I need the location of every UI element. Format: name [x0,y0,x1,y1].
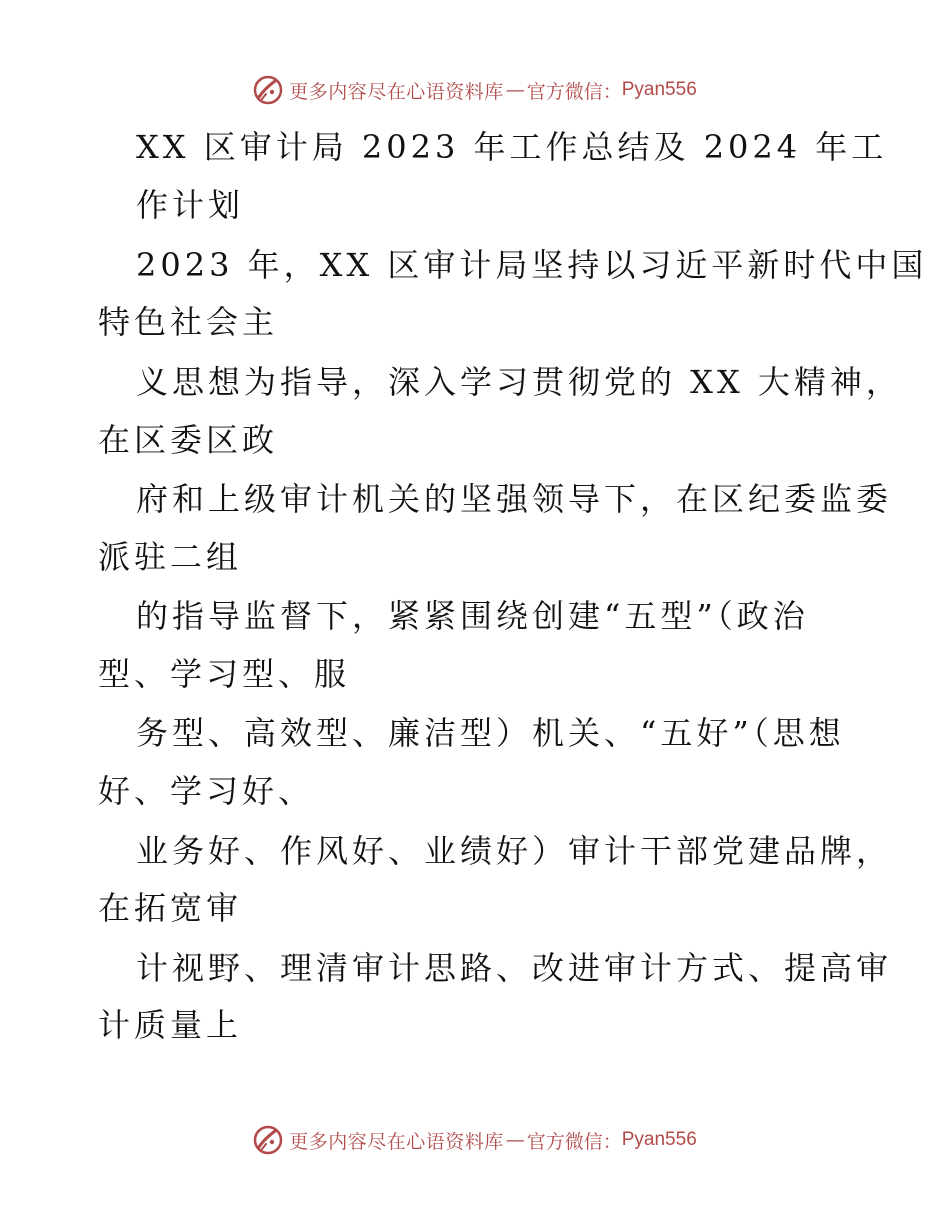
doc-title-line-1: XX 区审计局 2023 年工作总结及 2024 年工 [136,128,888,166]
doc-title-line-2: 作计划 [136,186,245,224]
doc-text-line: 计质量上 [98,1006,243,1044]
doc-text-line: 的指导监督下，紧紧围绕创建“五型”（政治 [136,597,809,635]
watermark-wechat-label: 官方微信： [526,1130,622,1153]
doc-text-line: 府和上级审计机关的坚强领导下，在区纪委监委 [136,480,893,518]
watermark-wechat-id: Pyan556 [621,79,697,100]
watermark-text: 更多内容尽在心语资料库 [289,80,504,103]
doc-text-line: 好、学习好、 [98,772,315,810]
watermark-text: 更多内容尽在心语资料库 [289,1130,504,1153]
doc-text-line: 义思想为指导，深入学习贯彻党的 XX 大精神， [136,363,902,401]
doc-text-line: 务型、高效型、廉洁型）机关、“五好”（思想 [136,714,845,752]
doc-text-line: 在区委区政 [98,421,279,459]
doc-text-line: 计视野、理清审计思路、改进审计方式、提高审 [136,949,893,987]
doc-text-line: 业务好、作风好、业绩好）审计干部党建品牌， [136,832,893,870]
doc-text-line: 在拓宽审 [98,889,243,927]
footer-watermark [0,1120,950,1160]
watermark-dash: — [505,79,525,101]
doc-text-line: 2023 年，XX 区审计局坚持以习近平新时代中国 [136,246,928,284]
watermark-wechat-id: Pyan556 [621,1129,697,1150]
doc-text-line: 派驻二组 [98,538,243,576]
pen-logo-icon [253,1125,283,1155]
doc-text-line: 特色社会主 [98,303,279,341]
doc-text-line: 型、学习型、服 [98,655,351,693]
watermark-wechat-label: 官方微信： [526,80,622,103]
watermark-dash: — [505,1129,525,1151]
